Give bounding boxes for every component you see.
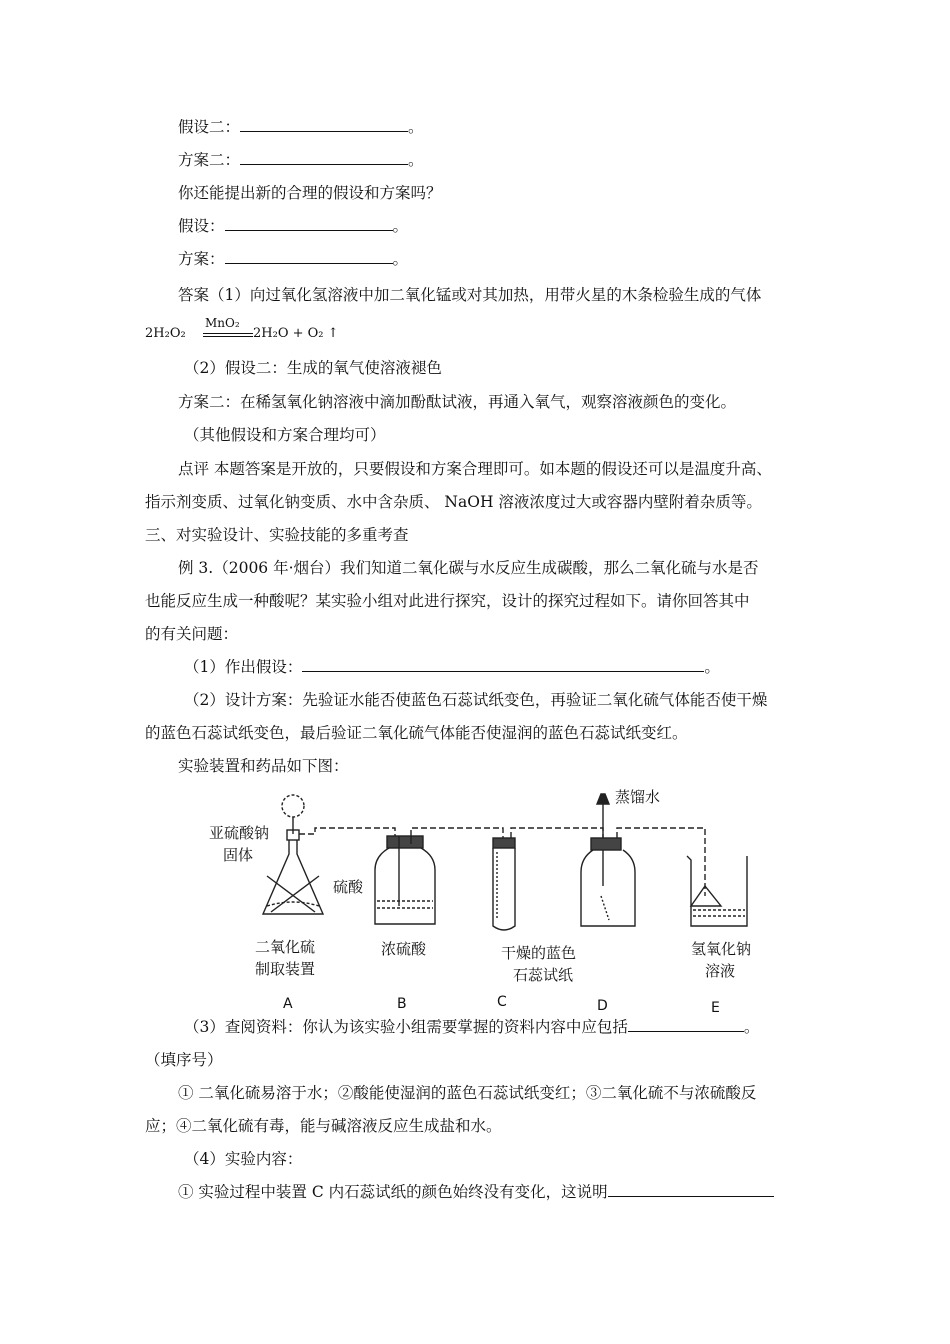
- label-b: B: [397, 996, 407, 1012]
- equation-products: 2H₂O + O₂ ↑: [253, 326, 339, 341]
- hypothesis-two-label: 假设二：: [178, 118, 241, 136]
- equation-reactant: 2H₂O₂: [145, 326, 186, 341]
- period: 。: [392, 217, 409, 235]
- equation-catalyst: MnO₂: [205, 316, 240, 330]
- answer-one: [178, 284, 761, 306]
- answer-blank[interactable]: [608, 1181, 774, 1197]
- answer-blank[interactable]: [225, 248, 393, 264]
- apparatus-intro: [178, 755, 349, 777]
- label-solution: 溶液: [705, 962, 736, 980]
- example-text: 的有关问题：: [145, 625, 239, 643]
- plan-label: 方案：: [178, 250, 225, 268]
- label-sulfur-dioxide: 二氧化硫: [255, 938, 316, 956]
- hypothesis-two-line: [178, 116, 424, 138]
- plan-two-label: 方案二：: [178, 151, 241, 169]
- plan-two-line: [178, 149, 424, 171]
- example-line-3: [145, 623, 238, 645]
- section-title: 三、对实验设计、实验技能的多重考查: [145, 526, 409, 544]
- label-c: C: [497, 994, 507, 1010]
- comment-text: 指示剂变质、过氧化钠变质、水中含杂质、 NaOH 溶液浓度过大或容器内壁附着杂质等。: [145, 493, 762, 511]
- experiment-content: [184, 1148, 302, 1170]
- label-a: A: [283, 996, 293, 1012]
- options-text: 应；④二氧化硫有毒，能与碱溶液反应生成盐和水。: [145, 1117, 502, 1135]
- design-plan-text: （2）设计方案：先验证水能否使蓝色石蕊试纸变色，再验证二氧化硫气体能否使干燥: [184, 691, 768, 709]
- references-text: （3）查阅资料：你认为该实验小组需要掌握的资料内容中应包括: [184, 1018, 628, 1036]
- period: 。: [408, 118, 424, 136]
- answer-two: [184, 357, 442, 379]
- fill-order-text: （填序号）: [145, 1051, 223, 1069]
- design-plan-text: 的蓝色石蕊试纸变色，最后验证二氧化硫气体能否使湿润的蓝色石蕊试纸变红。: [145, 724, 688, 742]
- period: 。: [408, 151, 424, 169]
- answer-blank[interactable]: [225, 215, 393, 231]
- options-text: ① 二氧化硫易溶于水；②酸能使湿润的蓝色石蕊试纸变红；③二氧化硫不与浓硫酸反: [178, 1084, 757, 1102]
- options-line-1: [178, 1082, 756, 1104]
- answer-blank[interactable]: [628, 1016, 744, 1032]
- apparatus-intro-text: 实验装置和药品如下图：: [178, 757, 349, 775]
- apparatus-diagram: [205, 786, 765, 1016]
- hypothesis-line: [178, 215, 408, 237]
- example-line-1: [178, 557, 759, 579]
- fill-order-note: [145, 1049, 223, 1071]
- inverted-funnel-icon: [691, 886, 721, 906]
- answer-blank[interactable]: [302, 656, 704, 672]
- label-sodium-sulfite: 亚硫酸钠: [209, 824, 270, 842]
- answer-blank[interactable]: [240, 116, 408, 132]
- label-sulfuric-acid: 硫酸: [333, 878, 364, 896]
- label-dry-blue: 干燥的蓝色: [501, 944, 577, 962]
- answer-blank[interactable]: [240, 149, 408, 165]
- label-generator: 制取装置: [255, 960, 316, 978]
- experiment-result-line: [178, 1181, 774, 1203]
- wash-bottle-icon: [375, 848, 435, 924]
- answer-text: 方案二：在稀氢氧化钠溶液中滴加酚酞试液，再通入氧气，观察溶液颜色的变化。: [178, 393, 737, 411]
- label-sodium-hydroxide: 氢氧化钠: [691, 940, 752, 958]
- period: 。: [704, 658, 720, 676]
- experiment-content-text: （4）实验内容：: [184, 1150, 303, 1168]
- example-line-2: [145, 590, 750, 612]
- label-e: E: [711, 1000, 720, 1016]
- gas-bottle-icon: [581, 850, 635, 926]
- comment-text: 点评 本题答案是开放的，只要假设和方案合理即可。如本题的假设还可以是温度升高、: [178, 460, 772, 478]
- section-heading: [145, 524, 409, 546]
- answer-text: 答案（1）向过氧化氢溶液中加二氧化锰或对其加热，用带火星的木条检验生成的气体: [178, 286, 762, 304]
- comment-line-1: [178, 458, 772, 480]
- stopper-icon: [493, 838, 515, 848]
- question-text: 你还能提出新的合理的假设和方案吗？: [178, 184, 442, 202]
- answer-note: [184, 424, 386, 446]
- answer-plan-two: [178, 391, 736, 413]
- label-solid: 固体: [223, 846, 254, 864]
- stopper-icon: [387, 836, 423, 848]
- example-text: 例 3.（2006 年·烟台）我们知道二氧化碳与水反应生成碳酸，那么二氧化硫与水是否: [178, 559, 759, 577]
- example-text: 也能反应生成一种酸呢？某实验小组对此进行探究，设计的探究过程如下。请你回答其中: [145, 592, 750, 610]
- answer-text: （2）假设二：生成的氧气使溶液褪色: [184, 359, 442, 377]
- answer-text: （其他假设和方案合理均可）: [184, 426, 386, 444]
- separatory-funnel-icon: [282, 795, 304, 817]
- question-new-hypothesis: [178, 182, 442, 204]
- make-hypothesis-line: [184, 656, 720, 678]
- design-plan-line-1: [184, 689, 767, 711]
- apparatus-figure: [205, 786, 765, 1016]
- experiment-result-text: ① 实验过程中装置 C 内石蕊试纸的颜色始终没有变化，这说明: [178, 1183, 608, 1201]
- period: 。: [392, 250, 409, 268]
- plan-line: [178, 248, 408, 270]
- hypothesis-label: 假设：: [178, 217, 225, 235]
- comment-line-2: [145, 491, 762, 513]
- label-conc-sulfuric-acid: 浓硫酸: [381, 940, 427, 958]
- design-plan-line-2: [145, 722, 688, 744]
- period: 。: [743, 1018, 760, 1036]
- references-line: [184, 1016, 759, 1038]
- stopper-icon: [591, 838, 621, 850]
- options-line-2: [145, 1115, 502, 1137]
- conical-flask-icon: [263, 840, 323, 914]
- label-d: D: [597, 998, 608, 1014]
- equation-arrow: [203, 333, 253, 337]
- make-hypothesis-label: （1）作出假设：: [184, 658, 303, 676]
- label-distilled-water: 蒸馏水: [615, 788, 661, 806]
- label-litmus-paper: 石蕊试纸: [513, 966, 574, 984]
